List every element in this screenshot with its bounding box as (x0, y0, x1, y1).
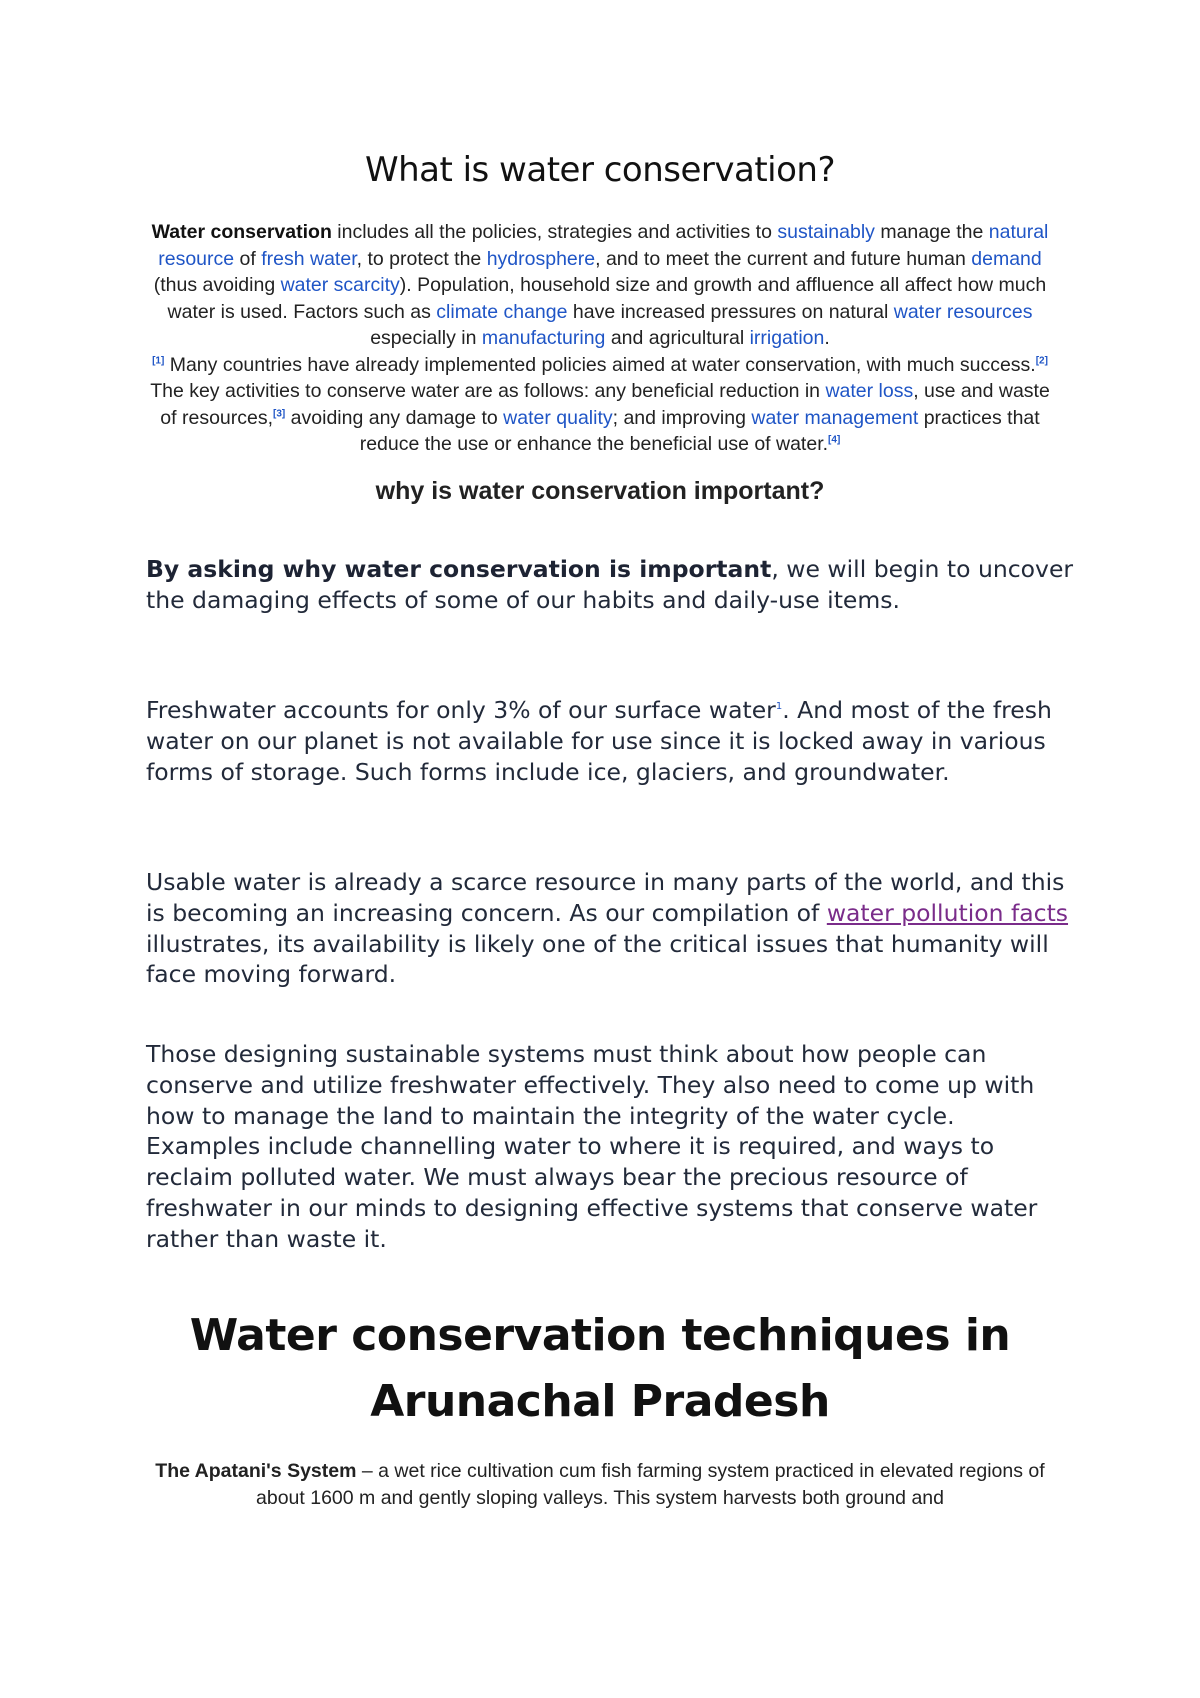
link-irrigation[interactable]: irrigation (749, 327, 825, 349)
paragraph-bold-lead: The Apatani's System (155, 1460, 357, 1482)
intro-text: Many countries have already implemented policies aimed at water conservation, with much success. (164, 353, 1036, 376)
intro-text: (thus avoiding (153, 274, 281, 296)
intro-text: includes all the policies, strategies and activities to (331, 221, 778, 243)
link-water-scarcity[interactable]: water scarcity (280, 274, 400, 296)
intro-bold-term: Water conservation (151, 221, 332, 243)
paragraph-text: . And most of the fresh water on our planet is not available for use since it is locked away in various forms of storage. Such forms include ice, glaciers, and groundwater. (146, 696, 1052, 786)
paragraph-text: illustrates, its availability is likely one of the critical issues that humanity will face moving forward. (146, 929, 1049, 989)
intro-text: avoiding any damage to (285, 406, 504, 429)
paragraph-importance (146, 554, 1076, 616)
intro-text: ; and improving (612, 406, 752, 429)
link-fresh-water[interactable]: fresh water (261, 247, 357, 270)
intro-text: , and to meet the current and future human (595, 247, 972, 270)
link-sustainably[interactable]: sustainably (777, 221, 875, 243)
intro-text: and agricultural (605, 327, 750, 349)
intro-text: practices that reduce the use or enhance the beneficial use of water. (359, 406, 1040, 455)
intro-text: of (234, 247, 262, 270)
intro-text: , to protect the (356, 247, 487, 270)
section-title (100, 1303, 1100, 1435)
paragraph-usable-water (146, 867, 1076, 990)
link-water-loss[interactable]: water loss (825, 380, 914, 402)
paragraph-apatani (140, 1458, 1060, 1512)
intro-text: have increased pressures on natural (567, 300, 894, 323)
section-title-line: Water conservation techniques in (189, 1310, 1011, 1361)
link-water-quality[interactable]: water quality (503, 406, 613, 429)
intro-text: ). Population, household size and growth and affluence all affect how much water is used. Factors such as (167, 274, 1047, 323)
intro-text: The key activities to conserve water are as follows: any beneficial reduction in (150, 380, 826, 402)
citation-ref[interactable]: [4] (828, 434, 841, 446)
section-title-line: Arunachal Pradesh (370, 1376, 830, 1427)
link-water-pollution-facts[interactable]: water pollution facts (826, 898, 1069, 927)
intro-paragraph (140, 219, 1060, 458)
citation-ref[interactable]: [1] (152, 355, 165, 366)
link-hydrosphere[interactable]: hydrosphere (486, 247, 596, 270)
section-subtitle: why is water conservation important? (375, 477, 825, 505)
intro-text: especially in (370, 327, 482, 349)
paragraph-text: Usable water is already a scarce resource in many parts of the world, and this is becoming an increasing concern. As our compilation of (146, 868, 1065, 927)
paragraph-bold-lead: By asking why water conservation is important (146, 555, 772, 583)
intro-text: . (824, 327, 830, 349)
link-manufacturing[interactable]: manufacturing (481, 327, 606, 349)
paragraph-freshwater (146, 695, 1076, 787)
paragraph-text: Freshwater accounts for only 3% of our surface water (146, 696, 776, 724)
link-water-management[interactable]: water management (751, 406, 919, 429)
link-climate-change[interactable]: climate change (436, 300, 568, 323)
paragraph-text: , we will begin to uncover the damaging effects of some of our habits and daily-use items. (146, 555, 1074, 614)
link-demand[interactable]: demand (971, 247, 1042, 270)
intro-text: , use and waste of resources, (160, 380, 1050, 429)
paragraph-text: – a wet rice cultivation cum fish farming system practiced in elevated regions of about 1600 m and gently sloping valleys. This system harvests both ground and (256, 1460, 1045, 1509)
citation-ref[interactable]: [3] (273, 408, 286, 419)
page-title: What is water conservation? (364, 150, 836, 190)
intro-text: manage the (874, 221, 989, 243)
citation-ref[interactable]: [2] (1035, 355, 1048, 366)
link-water-resources[interactable]: water resources (893, 300, 1033, 323)
citation-ref[interactable]: 1 (775, 701, 783, 713)
paragraph-sustainable-systems: Those designing sustainable systems must think about how people can conserve and utilize freshwater effectively. They also need to come up with how to manage the land to maintain the integrity of the water cycle. Examples include channelling water to where it is required, and ways to reclaim polluted water. We must always bear the precious resource of freshwater in our minds to designing effective systems that conserve water rather than waste it. (146, 1040, 1038, 1253)
link-natural-resource[interactable]: natural resource (158, 221, 1049, 270)
